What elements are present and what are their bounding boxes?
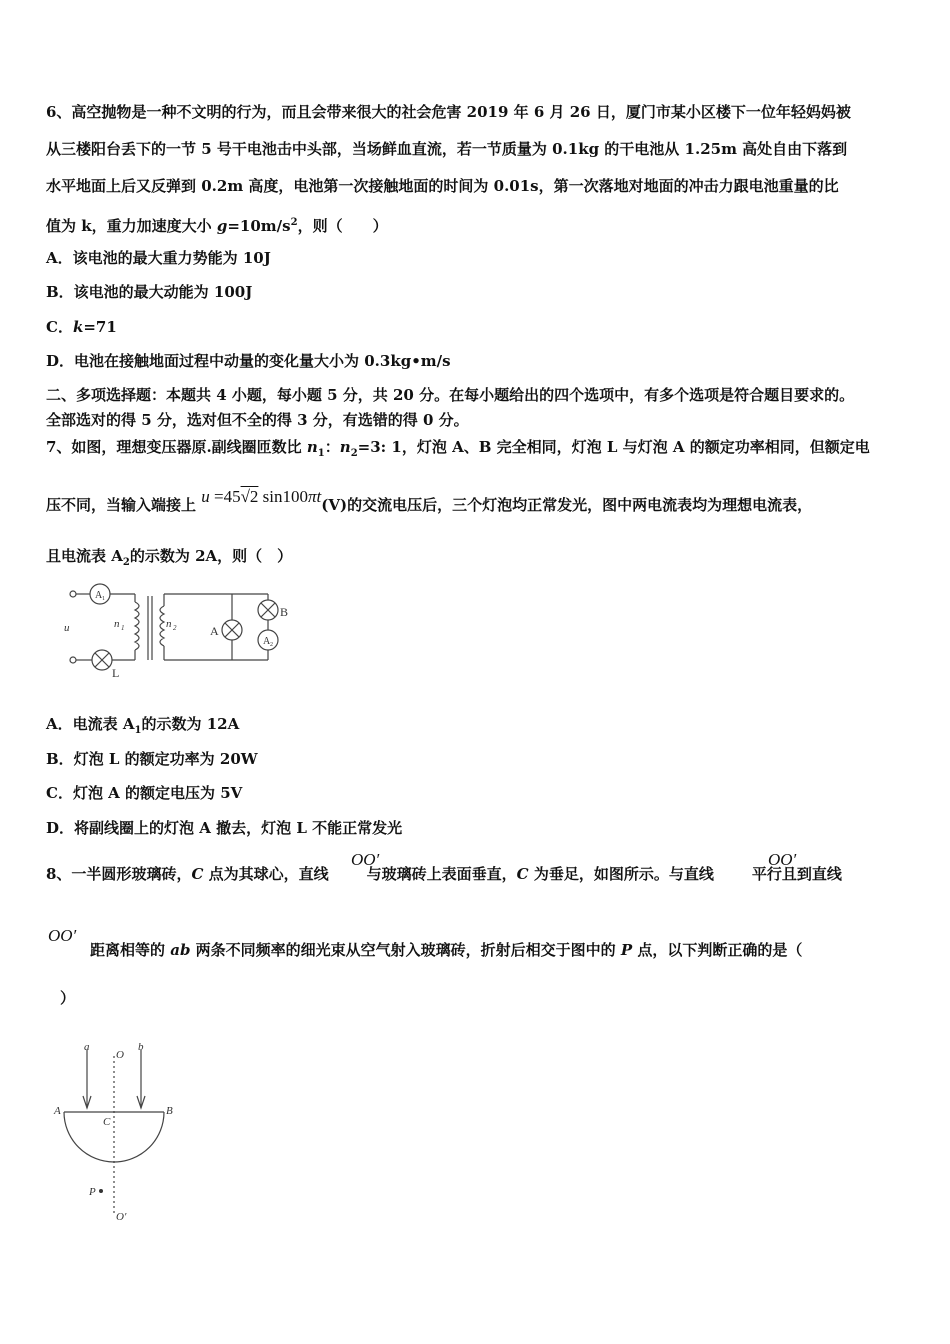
q7-line-3: 且电流表 $A_2$的示数为 2A，则（ ） (46, 547, 293, 568)
label-u: u (64, 622, 70, 634)
primary-coil (135, 602, 139, 650)
q8-line-1: 8、一半圆形玻璃砖，C 点为其球心，直线 与玻璃砖上表面垂直，C 为垂足，如图所示。与直线 平行且到直线 (46, 865, 842, 883)
q6-option-c: C．k=71 (46, 318, 117, 336)
label-a2-sub: 2 (270, 642, 273, 648)
label-b-point: B (166, 1105, 173, 1117)
q7-option-a: A．电流表 $A_1$的示数为 12A (46, 715, 240, 736)
q7-option-b: B．灯泡 L 的额定功率为 20W (46, 750, 258, 768)
transformer-circuit-diagram (60, 580, 300, 680)
label-a2: A (263, 636, 271, 647)
q6-line-3: 水平地面上后又反弹到 0.2m 高度，电池第一次接触地面的时间为 0.01s，第一次落地对地面的冲击力跟电池重量的比 (46, 177, 839, 195)
q7-line-2: 压不同，当输入端接上 u =45√2 sin100πt(V)的交流电压后，三个灯泡均正常发光，图中两电流表均为理想电流表， (46, 487, 813, 514)
label-p: P (89, 1186, 96, 1198)
point-p (99, 1189, 103, 1193)
label-n1: n (114, 618, 120, 630)
label-n1-sub: 1 (121, 624, 125, 632)
q7-option-d: D．将副线圈上的灯泡 A 撤去，灯泡 L 不能正常发光 (46, 819, 403, 837)
label-o-prime: O′ (116, 1211, 127, 1223)
label-o: O (116, 1049, 124, 1061)
label-c: C (103, 1116, 111, 1128)
label-a-point: A (54, 1105, 61, 1117)
oo-line-label-3: OO′ (48, 926, 77, 945)
q8-line-2: 距离相等的 ab 两条不同频率的细光束从空气射入玻璃砖，折射后相交于图中的 P 点，以下判断正确的是（ (90, 941, 803, 959)
label-n2: n (166, 618, 172, 630)
label-n2-sub: 2 (173, 624, 177, 632)
oo-line-label-1: OO′ (351, 850, 380, 869)
q6-option-d: D．电池在接触地面过程中动量的变化量大小为 0.3kg•m/s (46, 352, 451, 370)
label-a1: A (95, 590, 103, 601)
section2-line-1: 二、多项选择题：本题共 4 小题，每小题 5 分，共 20 分。在每小题给出的四个选项中，有多个选项是符合题目要求的。 (46, 386, 855, 404)
label-a1-sub: 1 (102, 596, 105, 602)
label-ray-a: a (84, 1041, 90, 1053)
label-ray-b: b (138, 1041, 144, 1053)
label-lamp-a: A (210, 624, 219, 638)
label-lamp-b: B (280, 605, 289, 619)
q6-line-1: 6、高空抛物是一种不文明的行为，而且会带来很大的社会危害 2019 年 6 月 26 日，厦门市某小区楼下一位年轻妈妈被 (46, 103, 851, 121)
q7-line-1: 7、如图，理想变压器原.副线圈匝数比 $n_1$：$n_2=3$: 1，灯泡 A、B 完全相同，灯泡 L 与灯泡 A 的额定功率相同，但额定电 (46, 438, 870, 459)
oo-line-label-2: OO′ (768, 850, 797, 869)
q6-option-a: A．该电池的最大重力势能为 10J (46, 249, 271, 267)
q7-option-c: C．灯泡 A 的额定电压为 5V (46, 784, 243, 802)
label-lamp-l: L (112, 666, 120, 680)
q6-line-2: 从三楼阳台丢下的一节 5 号干电池击中头部，当场鲜血直流，若一节质量为 0.1kg 的干电池从 1.25m 高处自由下落到 (46, 140, 848, 158)
section2-line-2: 全部选对的得 5 分，选对但不全的得 3 分，有选错的得 0 分。 (46, 411, 469, 429)
q6-option-b: B．该电池的最大动能为 100J (46, 283, 253, 301)
semicircle-glass-diagram (44, 1036, 194, 1226)
q8-line-3: ） (60, 989, 76, 1007)
voltage-formula: u =45√2 sin100πt (201, 487, 322, 506)
secondary-coil (160, 606, 164, 646)
q6-line-4: 值为 k，重力加速度大小 $g=10m/s^2$，则（ ） (46, 217, 388, 235)
